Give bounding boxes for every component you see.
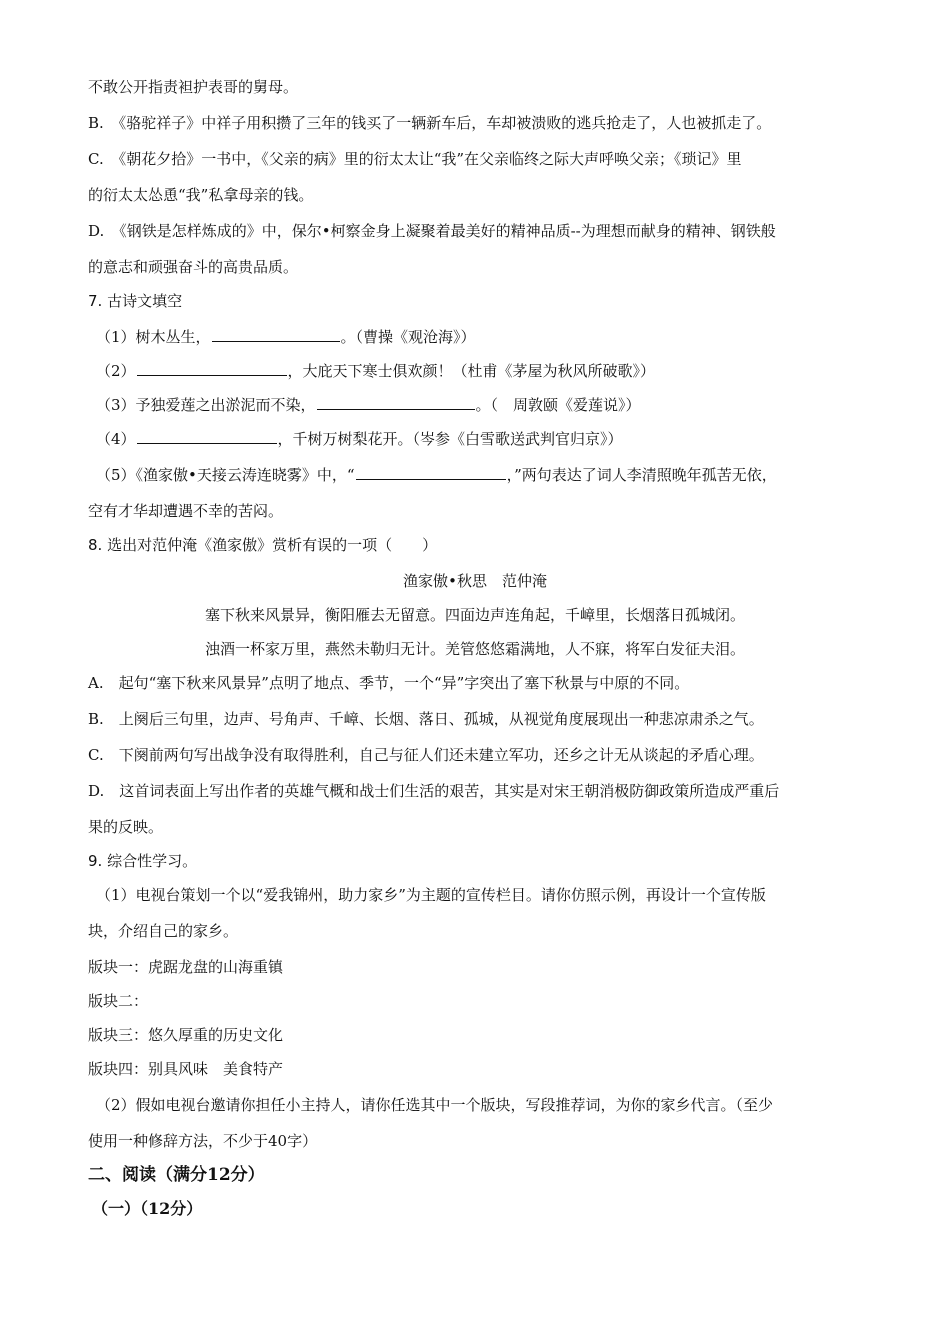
q8-number: 8.	[88, 536, 103, 554]
q6-option-d-line2: 的意志和顽强奋斗的高贵品质。	[88, 258, 299, 276]
q6-continuation: 不敢公开指责袒护表哥的舅母。	[88, 78, 299, 96]
q9-section-1: 版块一：虎踞龙盘的山海重镇	[88, 958, 284, 976]
q9-number: 9.	[88, 852, 103, 870]
section-2-heading: 二、阅读（满分12分）	[88, 1165, 265, 1185]
q7-blank-4[interactable]	[137, 429, 277, 444]
q9-part1-line2: 块，介绍自己的家乡。	[88, 922, 239, 940]
q7-item-5-suffix: ，”两句表达了词人李清照晚年孤苦无依，	[506, 466, 777, 484]
q7-blank-5[interactable]	[356, 465, 506, 480]
section-2-subheading: （一）（12分）	[92, 1199, 203, 1218]
q7-item-2	[96, 360, 655, 382]
q6-option-c-line1: C. 《朝花夕拾》一书中，《父亲的病》里的衍太太让“我”在父亲临终之际大声呼唤父亲；《琐记》里	[88, 150, 742, 168]
q7-blank-2[interactable]	[137, 361, 287, 376]
poem-line-1: 塞下秋来风景异，衡阳雁去无留意。四面边声连角起，千嶂里，长烟落日孤城闭。	[204, 606, 745, 624]
q9-part1-line1: （1）电视台策划一个以“爱我锦州，助力家乡”为主题的宣传栏目。请你仿照示例，再设计一个宣传版	[96, 886, 766, 904]
q8-option-b: B. 上阕后三句里，边声、号角声、千嶂、长烟、落日、孤城，从视觉角度展现出一种悲凉肃杀之气。	[88, 710, 764, 728]
q7-title: 古诗文填空	[107, 292, 183, 310]
q7-item-1-prefix: （1）树木丛生，	[96, 328, 211, 346]
q7-blank-3[interactable]	[317, 395, 475, 410]
q9-section-3: 版块三：悠久厚重的历史文化	[88, 1026, 284, 1044]
q8-option-d-line2: 果的反映。	[88, 818, 164, 836]
q9-title: 综合性学习。	[107, 852, 198, 870]
q7-item-3-suffix: 。（ 周敦颐《爱莲说》）	[475, 396, 641, 414]
q8-title: 选出对范仲淹《渔家傲》赏析有误的一项（ ）	[107, 536, 438, 554]
q9-section-4: 版块四：别具风味 美食特产	[88, 1060, 284, 1078]
q9-section-2: 版块二：	[88, 992, 149, 1010]
q8-option-d-line1: D. 这首词表面上写出作者的英雄气概和战士们生活的艰苦，其实是对宋王朝消极防御政策所造成严重后	[88, 782, 780, 800]
q6-option-d-line1: D. 《钢铁是怎样炼成的》中，保尔•柯察金身上凝聚着最美好的精神品质--为理想而献身的精神、钢铁般	[88, 222, 776, 240]
q7-item-5-cont: 空有才华却遭遇不幸的苦闷。	[88, 502, 284, 520]
q7-item-3	[96, 394, 641, 416]
q8-option-a: A. 起句“塞下秋来风景异”点明了地点、季节，一个“异”字突出了塞下秋景与中原的不同。	[88, 674, 690, 692]
q7-item-5-prefix: （5）《渔家傲•天接云涛连晓雾》中，“	[96, 466, 355, 484]
q7-heading	[88, 290, 182, 312]
q7-item-1-suffix: 。（曹操《观沧海》）	[340, 328, 476, 346]
q9-heading	[88, 850, 197, 872]
q7-blank-1[interactable]	[212, 327, 340, 342]
q6-option-b: B. 《骆驼祥子》中祥子用积攒了三年的钱买了一辆新车后，车却被溃败的逃兵抢走了，人也被抓走了。	[88, 114, 772, 132]
q7-item-2-suffix: ，大庇天下寒士俱欢颜！（杜甫《茅屋为秋风所破歌》）	[287, 362, 656, 380]
poem-line-2: 浊酒一杯家万里，燕然未勒归无计。羌管悠悠霜满地，人不寐，将军白发征夫泪。	[204, 640, 745, 658]
q7-item-4-suffix: ，千树万树梨花开。（岑参《白雪歌送武判官归京》）	[277, 430, 623, 448]
q8-heading	[88, 534, 437, 556]
q9-part2-line2: 使用一种修辞方法，不少于40字）	[88, 1132, 318, 1150]
q7-item-5	[96, 464, 777, 486]
q9-part2-line1: （2）假如电视台邀请你担任小主持人，请你任选其中一个版块，写段推荐词，为你的家乡代言。（至少	[96, 1096, 774, 1114]
q7-item-4	[96, 428, 623, 450]
q7-item-2-prefix: （2）	[96, 362, 136, 380]
q6-option-c-line2: 的衍太太怂恿“我”私拿母亲的钱。	[88, 186, 314, 204]
q7-item-1	[96, 326, 476, 348]
q7-item-3-prefix: （3）予独爱莲之出淤泥而不染，	[96, 396, 316, 414]
q7-number: 7.	[88, 292, 103, 310]
q7-item-4-prefix: （4）	[96, 430, 136, 448]
q8-option-c: C. 下阕前两句写出战争没有取得胜利，自己与征人们还未建立军功，还乡之计无从谈起的矛盾心理。	[88, 746, 764, 764]
poem-title: 渔家傲•秋思 范仲淹	[402, 572, 548, 590]
